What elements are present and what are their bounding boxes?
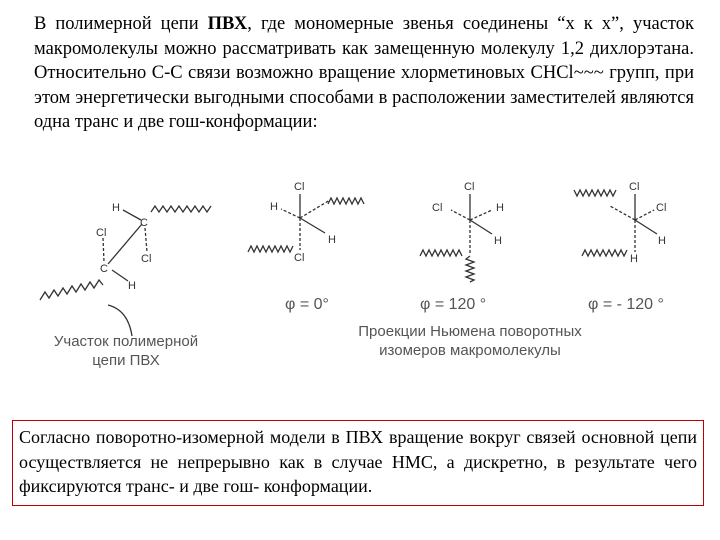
newman-3-angle: φ = - 120 °: [588, 296, 664, 313]
perspective-bond-c-c: [108, 224, 142, 264]
perspective-label-cl-right: Cl: [141, 253, 152, 265]
newman-2-label-cl-left: Cl: [432, 202, 443, 214]
perspective-label-c-top: C: [140, 217, 148, 229]
newman-1-label-cl-top: Cl: [294, 181, 305, 193]
perspective-label-h-top: H: [112, 202, 120, 214]
newman-2-wave-down: [466, 256, 474, 282]
perspective-bond-cl-left: [103, 238, 104, 262]
perspective-bond-cl-right: [145, 228, 147, 252]
caption-pvh-line-2: цепи ПВХ: [92, 352, 160, 369]
newman-2-bond-h-low: [470, 220, 492, 234]
newman-2-label-cl-top: Cl: [464, 181, 475, 193]
newman-3-bond-h-right: [635, 220, 657, 234]
newman-2-label-h-right: H: [496, 202, 504, 214]
newman-1-bond-h-right: [300, 218, 325, 233]
perspective-label-cl-left: Cl: [96, 227, 107, 239]
perspective-chain-wave-top: [151, 206, 211, 212]
newman-2-bond-h-right: [470, 210, 492, 220]
newman-3-wave-sw: [582, 250, 627, 256]
intro-pvh-term: ПВХ: [207, 14, 248, 34]
newman-1-bond-back-up: [300, 200, 330, 218]
newman-3-label-cl-right: Cl: [656, 202, 667, 214]
caption-pvh-line-1: Участок полимерной: [53, 333, 199, 350]
molecule-diagrams: [0, 160, 720, 410]
newman-1-wave-sw: [248, 246, 293, 252]
perspective-chain-wave-bottom: [40, 280, 103, 300]
intro-text-start: В полимерной цепи: [34, 14, 208, 34]
newman-1-label-cl-bottom: Cl: [294, 252, 305, 264]
intro-text-end: , где мономерные звенья соединены “х к х”, участок макромолекулы можно рассматривать как замещенную молекулу 1,2 дихлорэтана. Относительно С-С связи возможно вращение хлорметиновых СНСl~~~ групп, при этом энергетически выгодными способами в расположении заместителей являются одна транс и две гош-конформации:: [34, 14, 694, 132]
newman-3-wave-nw: [574, 190, 616, 196]
newman-1-angle: φ = 0°: [285, 296, 329, 313]
newman-1-wave-ne: [328, 198, 364, 204]
perspective-bond-h-top: [123, 210, 141, 220]
caption-pvh-segment: [36, 332, 216, 370]
caption-newman-projections: [330, 322, 610, 360]
newman-3-label-h-bottom: H: [630, 253, 638, 265]
newman-2-angle: φ = 120 °: [420, 296, 487, 313]
newman-3-bond-back-left: [610, 206, 635, 220]
newman-1-bond-h-left: [281, 209, 300, 218]
intro-paragraph: [34, 12, 694, 135]
newman-2-wave-sw: [420, 250, 462, 256]
perspective-label-c-bottom: C: [100, 263, 108, 275]
newman-1-label-h-right: H: [328, 234, 336, 246]
perspective-bond-h-bottom: [112, 270, 128, 281]
newman-1-label-h-left: H: [270, 201, 278, 213]
newman-3-label-cl-top: Cl: [629, 181, 640, 193]
newman-3-label-h-right: H: [658, 235, 666, 247]
newman-3-bond-cl-right: [635, 210, 654, 220]
caption-newman-line-2: изомеров макромолекулы: [379, 342, 561, 359]
perspective-label-h-bottom: H: [128, 280, 136, 292]
caption-newman-line-1: Проекции Ньюмена поворотных: [358, 323, 582, 340]
conclusion-box: Согласно поворотно-изомерной модели в ПВХ вращение вокруг связей основной цепи осуществляется не непрерывно как в случае НМС, а дискретно, в результате чего фиксируются транс- и две гош- конформации.: [12, 420, 704, 506]
conformation-figure: [0, 160, 720, 410]
newman-2-bond-cl-left: [451, 210, 470, 220]
newman-2-label-h-low: H: [494, 235, 502, 247]
